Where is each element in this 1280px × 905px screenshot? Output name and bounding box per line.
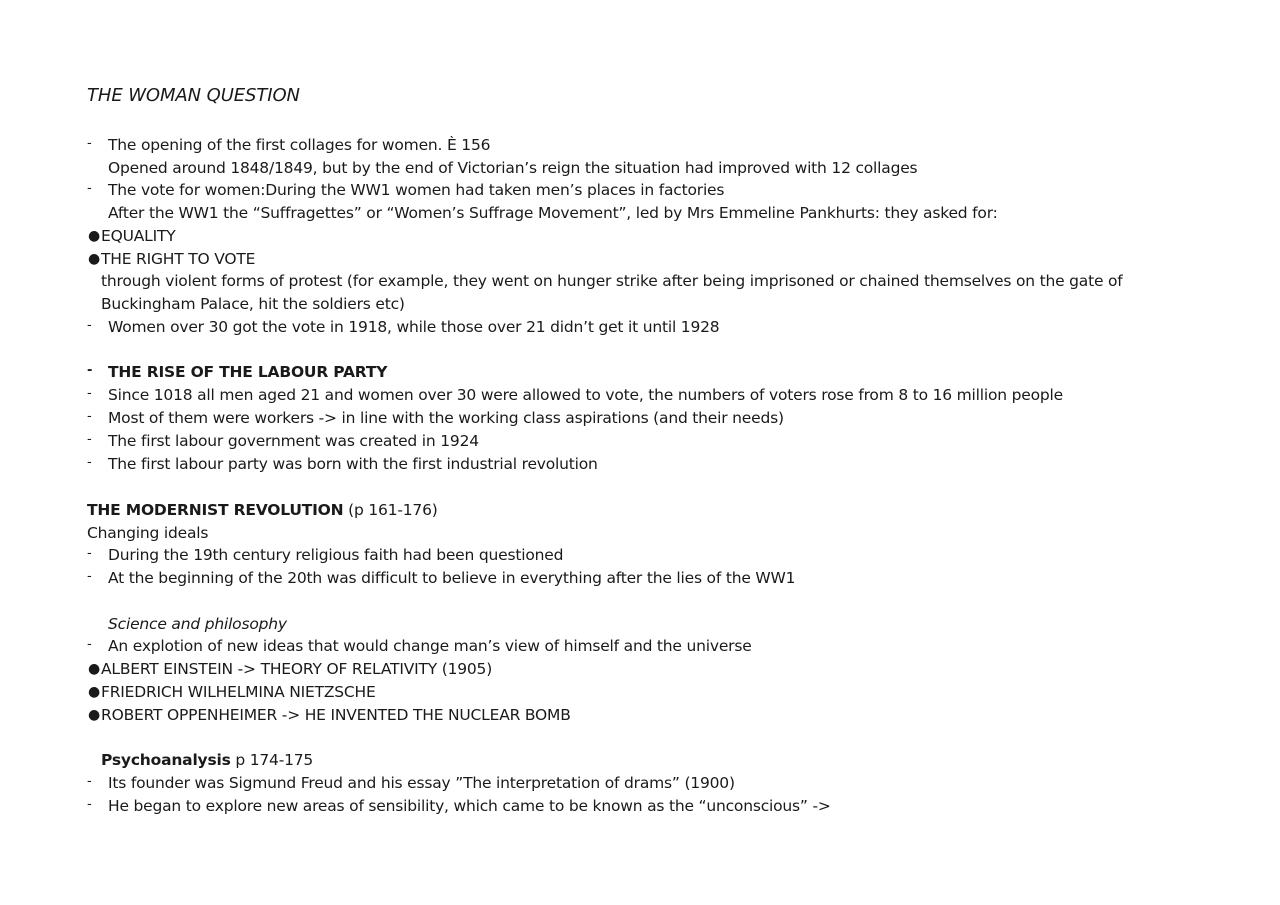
bullet-item-continuation: through violent forms of protest (for example, they went on hunger strike after being imprisoned or chained themselves on the gate of: [101, 272, 1123, 290]
dash-marker: -: [87, 386, 92, 401]
bullet-dot: ●: [88, 661, 101, 677]
section-heading-modernist: [87, 500, 438, 520]
bullet-item-continuation: Buckingham Palace, hit the soldiers etc): [101, 295, 405, 313]
bullet-dot: ●: [88, 251, 101, 267]
dash-marker: -: [87, 569, 92, 584]
dash-marker: -: [87, 136, 92, 151]
list-item: The opening of the first collages for women. È 156: [108, 136, 491, 154]
subsection-heading-psychoanalysis: [101, 750, 313, 770]
subsection-heading-science: Science and philosophy: [108, 615, 287, 633]
list-item: He began to explore new areas of sensibility, which came to be known as the “unconscious” ->: [108, 797, 831, 815]
dash-marker: -: [87, 774, 92, 789]
dash-marker: -: [87, 409, 92, 424]
modernist-heading: THE MODERNIST REVOLUTION: [87, 501, 344, 519]
dash-marker: -: [87, 181, 92, 196]
modernist-pages: (p 161-176): [348, 501, 438, 519]
dash-marker: -: [87, 363, 93, 378]
list-item: The vote for women:During the WW1 women had taken men’s places in factories: [108, 181, 725, 199]
dash-marker: -: [87, 318, 92, 333]
list-item: Since 1018 all men aged 21 and women over 30 were allowed to vote, the numbers of voters rose from 8 to 16 million people: [108, 386, 1063, 404]
subheading: Changing ideals: [87, 524, 209, 542]
bullet-item: EQUALITY: [101, 227, 176, 245]
bullet-item: ALBERT EINSTEIN -> THEORY OF RELATIVITY (1905): [101, 660, 493, 678]
list-item: Its founder was Sigmund Freud and his essay ”The interpretation of drams” (1900): [108, 774, 735, 792]
list-item: The first labour party was born with the first industrial revolution: [108, 455, 598, 473]
page-title: THE WOMAN QUESTION: [87, 85, 300, 106]
bullet-item: FRIEDRICH WILHELMINA NIETZSCHE: [101, 683, 376, 701]
dash-marker: -: [87, 432, 92, 447]
dash-marker: -: [87, 797, 92, 812]
list-item: At the beginning of the 20th was difficult to believe in everything after the lies of the WW1: [108, 569, 796, 587]
list-item: Women over 30 got the vote in 1918, while those over 21 didn’t get it until 1928: [108, 318, 720, 336]
psycho-pages: p 174-175: [235, 751, 314, 769]
list-item: Most of them were workers -> in line with the working class aspirations (and their needs): [108, 409, 784, 427]
section-heading-labour: THE RISE OF THE LABOUR PARTY: [108, 363, 388, 381]
bullet-dot: ●: [88, 684, 101, 700]
bullet-item: THE RIGHT TO VOTE: [101, 250, 256, 268]
bullet-item: ROBERT OPPENHEIMER -> HE INVENTED THE NUCLEAR BOMB: [101, 706, 571, 724]
dash-marker: -: [87, 455, 92, 470]
dash-marker: -: [87, 546, 92, 561]
bullet-dot: ●: [88, 707, 101, 723]
list-item: The first labour government was created in 1924: [108, 432, 479, 450]
dash-marker: -: [87, 637, 92, 652]
bullet-dot: ●: [88, 228, 101, 244]
list-item-continuation: After the WW1 the “Suffragettes” or “Women’s Suffrage Movement”, led by Mrs Emmeline Pankhurts: they asked for:: [108, 204, 998, 222]
list-item: During the 19th century religious faith had been questioned: [108, 546, 564, 564]
psycho-heading: Psychoanalysis: [101, 751, 231, 769]
list-item: An explotion of new ideas that would change man’s view of himself and the universe: [108, 637, 752, 655]
list-item-continuation: Opened around 1848/1849, but by the end of Victorian’s reign the situation had improved with 12 collages: [108, 159, 918, 177]
